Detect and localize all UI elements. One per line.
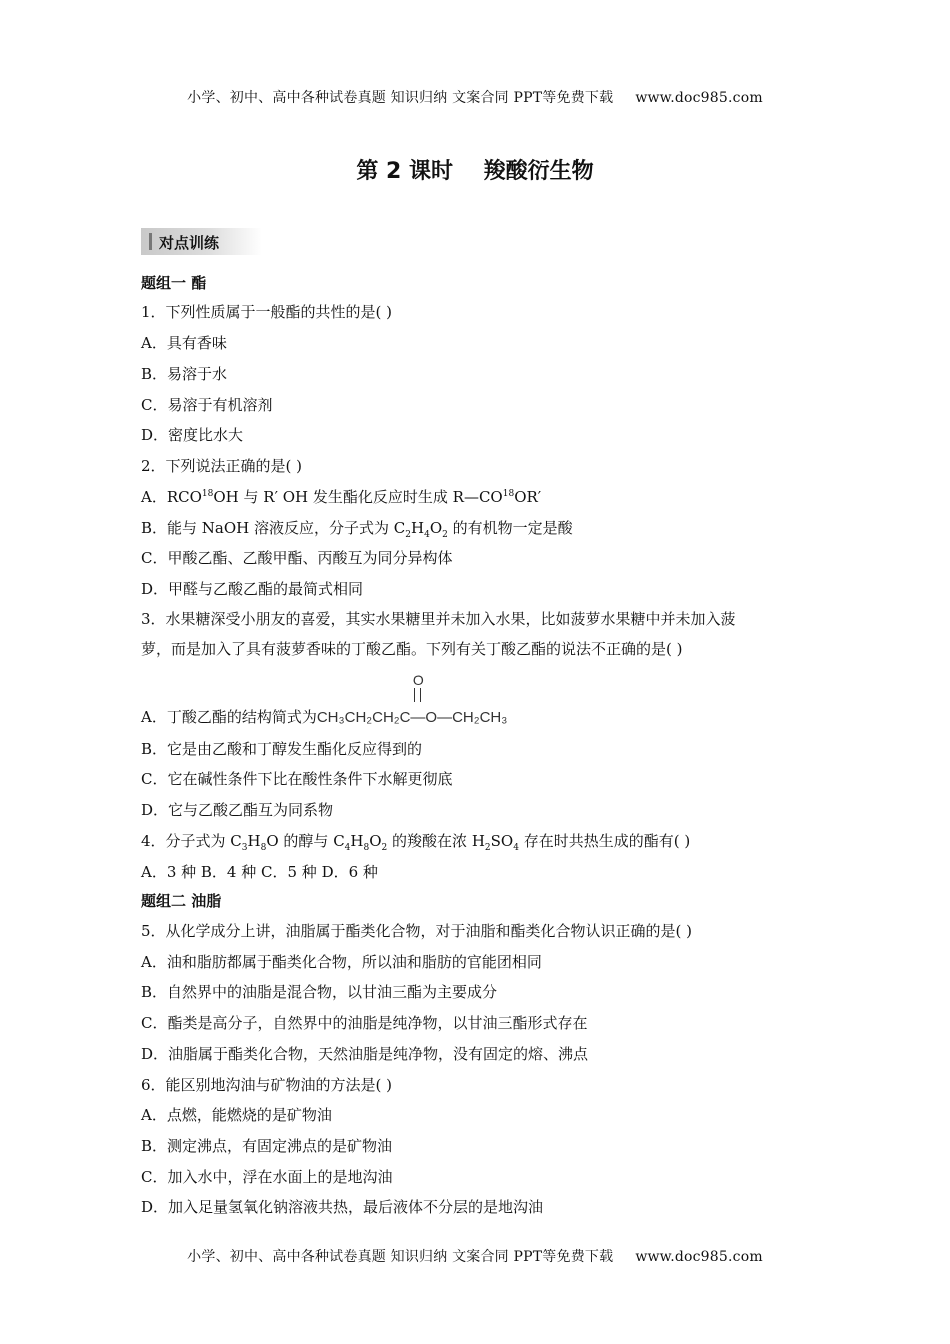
q1-stem: 1．下列性质属于一般酯的共性的是( ) [141,303,393,321]
q3-stem-line-1: 3．水果糖深受小朋友的喜爱，其实水果糖里并未加入水果，比如菠萝水果糖中并未加入菠 [141,610,736,628]
q5-option-a: A．油和脂肪都属于酯类化合物，所以油和脂肪的官能团相同 [141,953,542,971]
q4-options: A．3 种 B．4 种 C．5 种 D．6 种 [141,863,378,881]
carbonyl-oxygen: O [412,672,424,688]
q3-option-a [141,672,508,728]
footer-site-link[interactable]: www.doc985.com [635,1249,763,1265]
q6-option-a: A．点燃，能燃烧的是矿物油 [141,1106,332,1124]
footer-banner-text: 小学、初中、高中各种试卷真题 知识归纳 文案合同 PPT等免费下载 [187,1249,614,1265]
q5-option-c: C．酯类是高分子，自然界中的油脂是纯净物，以甘油三酯形式存在 [141,1014,588,1032]
q2-option-d: D．甲醛与乙酸乙酯的最简式相同 [141,580,364,598]
q4-stem: 4．分子式为 $C_3H_8O$ 的醇与 $C_4H_8O_2$ 的羧酸在浓 $H_2SO_4$ 存在时共热生成的酯有( ) [141,832,691,853]
q6-option-c: C．加入水中，浮在水面上的是地沟油 [141,1168,393,1186]
group-heading-2: 题组二 油脂 [141,892,222,910]
double-bond-mark [414,688,421,702]
header-banner [0,87,950,107]
q1-option-c: C．易溶于有机溶剂 [141,396,273,414]
header-site-link[interactable]: www.doc985.com [635,90,763,106]
header-banner-text: 小学、初中、高中各种试卷真题 知识归纳 文案合同 PPT等免费下载 [187,90,614,106]
footer-banner [0,1246,950,1266]
q3-option-b: B．它是由乙酸和丁醇发生酯化反应得到的 [141,740,423,758]
q6-option-d: D．加入足量氢氧化钠溶液共热，最后液体不分层的是地沟油 [141,1198,544,1216]
page-title: 第 2 课时 羧酸衍生物 [356,159,594,184]
section-tag-bar [149,233,152,250]
q1-option-a: A．具有香味 [141,334,227,352]
q3-option-a-text: A．丁酸乙酯的结构简式为 [141,708,317,726]
q3-option-c: C．它在碱性条件下比在酸性条件下水解更彻底 [141,770,453,788]
q5-option-d: D．油脂属于酯类化合物，天然油脂是纯净物，没有固定的熔、沸点 [141,1045,589,1063]
q5-option-b: B．自然界中的油脂是混合物，以甘油三酯为主要成分 [141,983,498,1001]
group-heading-1: 题组一 酯 [141,274,207,292]
q5-stem: 5．从化学成分上讲，油脂属于酯类化合物，对于油脂和酯类化合物认识正确的是( ) [141,922,693,940]
structural-formula [316,672,508,728]
section-tag-label: 对点训练 [159,234,220,252]
q2-stem: 2．下列说法正确的是( ) [141,457,303,475]
q1-option-d: D．密度比水大 [141,426,244,444]
q3-option-d: D．它与乙酸乙酯互为同系物 [141,801,334,819]
q1-option-b: B．易溶于水 [141,365,228,383]
q2-option-a: A．RCO$^{18}$OH 与 R′ OH 发生酯化反应时生成 R—CO$^{18}$OR′ [141,488,542,506]
q2-option-b: B．能与 NaOH 溶液反应，分子式为 $C_2H_4O_2$ 的有机物一定是酸 [141,519,573,540]
q2-option-c: C．甲酸乙酯、乙酸甲酯、丙酸互为同分异构体 [141,549,453,567]
q3-stem-line-2: 萝，而是加入了具有菠萝香味的丁酸乙酯。下列有关丁酸乙酯的说法不正确的是( ) [141,640,683,658]
structural-formula-text: CH₃CH₂CH₂C—O—CH₂CH₃ [316,709,508,726]
q6-option-b: B．测定沸点，有固定沸点的是矿物油 [141,1137,393,1155]
q6-stem: 6．能区别地沟油与矿物油的方法是( ) [141,1076,393,1094]
section-tag [141,228,262,255]
